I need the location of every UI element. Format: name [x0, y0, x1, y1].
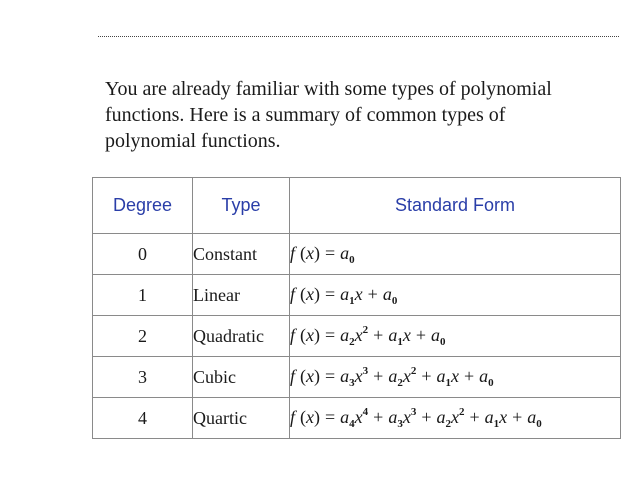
- intro-line: functions. Here is a summary of common types of: [105, 104, 506, 126]
- type-cell: Quartic: [193, 398, 290, 439]
- table-row: [93, 357, 621, 398]
- type-cell: Cubic: [193, 357, 290, 398]
- header-standard-form: Standard Form: [290, 178, 621, 234]
- table-header-row: [93, 178, 621, 234]
- type-cell: Quadratic: [193, 316, 290, 357]
- degree-cell: 1: [93, 275, 193, 316]
- degree-cell: 2: [93, 316, 193, 357]
- polynomial-types-table: [92, 177, 621, 439]
- standard-form-cell: f $(x) = a_3x^3 + a_2x^2 + a_1x + a_0$: [290, 357, 621, 398]
- table-row: [93, 234, 621, 275]
- degree-cell: 4: [93, 398, 193, 439]
- standard-form-cell: f $(x) = a_4x^4 + a_3x^3 + a_2x^2 + a_1x + a_0$: [290, 398, 621, 439]
- intro-line: polynomial functions.: [105, 130, 281, 152]
- standard-form-cell: f $(x) = a_0$: [290, 234, 621, 275]
- table-row: [93, 398, 621, 439]
- header-type: Type: [193, 178, 290, 234]
- type-cell: Linear: [193, 275, 290, 316]
- standard-form-cell: f $(x) = a_1x + a_0$: [290, 275, 621, 316]
- degree-cell: 3: [93, 357, 193, 398]
- table-row: [93, 316, 621, 357]
- table-row: [93, 275, 621, 316]
- type-cell: Constant: [193, 234, 290, 275]
- intro-line: You are already familiar with some types of polynomial: [105, 78, 552, 100]
- intro-paragraph: [105, 76, 605, 154]
- standard-form-cell: f $(x) = a_2x^2 + a_1x + a_0$: [290, 316, 621, 357]
- dotted-rule: [98, 36, 619, 37]
- degree-cell: 0: [93, 234, 193, 275]
- table-body: [93, 234, 621, 439]
- header-degree: Degree: [93, 178, 193, 234]
